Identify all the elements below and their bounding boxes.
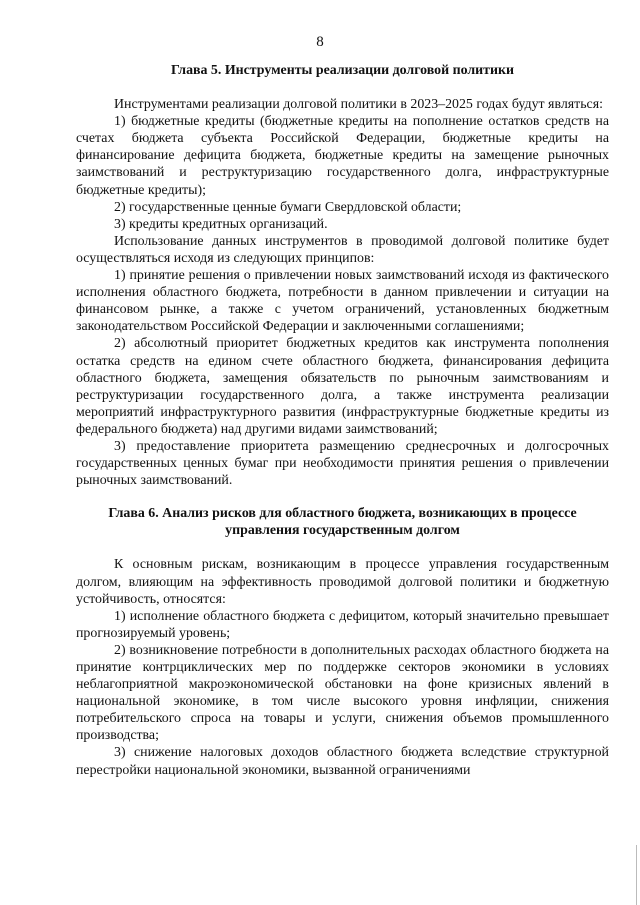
chapter-6-title: Глава 6. Анализ рисков для областного бюджета, возникающих в процессе управления государственным долгом bbox=[108, 506, 577, 539]
list-item: 1) принятие решения о привлечении новых заимствований исходя из фактического исполнения областного бюджета, потребности в данном привлечении и ситуации на финансовом рынке, а также с учетом ограничений, установленных бюджетным законодательством Российской Федерации и заключенными соглашениями; bbox=[76, 268, 609, 335]
chapter-5-title: Глава 5. Инструменты реализации долговой политики bbox=[171, 63, 514, 78]
list-item: 3) кредиты кредитных организаций. bbox=[114, 216, 328, 232]
document-body bbox=[76, 62, 609, 779]
list-item: 2) государственные ценные бумаги Свердловской области; bbox=[114, 199, 462, 215]
paragraph: Использование данных инструментов в проводимой долговой политике будет осуществляться исходя из следующих принципов: bbox=[76, 233, 609, 266]
list-item: 1) бюджетные кредиты (бюджетные кредиты на пополнение остатков средств на счетах бюджета субъекта Российской Федерации, бюджетные кредиты на финансирование дефицита бюджета, бюджетные кредиты на замещение рыночных заимствований и реструктуризацию государственного долга, инфраструктурные бюджетные кредиты); bbox=[76, 114, 609, 198]
list-item: 3) снижение налоговых доходов областного бюджета вследствие структурной перестройки национальной экономики, вызванной ограничениями bbox=[76, 745, 609, 778]
page-number: 8 bbox=[316, 34, 324, 50]
list-item: 1) исполнение областного бюджета с дефицитом, который значительно превышает прогнозируемый уровень; bbox=[76, 608, 609, 641]
paragraph: Инструментами реализации долговой политики в 2023–2025 годах будут являться: bbox=[114, 97, 603, 113]
list-item: 2) возникновение потребности в дополнительных расходах областного бюджета на принятие контрциклических мер по поддержке секторов экономики в условиях неблагоприятной макроэкономической обстановки на фоне кризисных явлений в национальной экономике, в том числе высокого уровня инфляции, снижения потребительского спроса на товары и услуги, снижения объемов промышленного производства; bbox=[76, 642, 609, 744]
list-item: 3) предоставление приоритета размещению среднесрочных и долгосрочных государственных ценных бумаг при необходимости принятия решения о привлечении рыночных заимствований. bbox=[76, 438, 609, 489]
list-item: 2) абсолютный приоритет бюджетных кредитов как инструмента пополнения остатка средств на едином счете областного бюджета, финансирования дефицита областного бюджета, замещения обязательств по рыночным заимствованиям и реструктуризации государственного долга, а также инструмента реализации мероприятий инфраструктурного развития (инфраструктурные бюджетные кредиты из федерального бюджета) над другими видами заимствований; bbox=[76, 336, 609, 437]
scan-edge-line bbox=[636, 845, 637, 905]
paragraph: К основным рискам, возникающим в процессе управления государственным долгом, влияющим на эффективность проводимой долговой политики и бюджетную устойчивость, относятся: bbox=[76, 557, 609, 607]
